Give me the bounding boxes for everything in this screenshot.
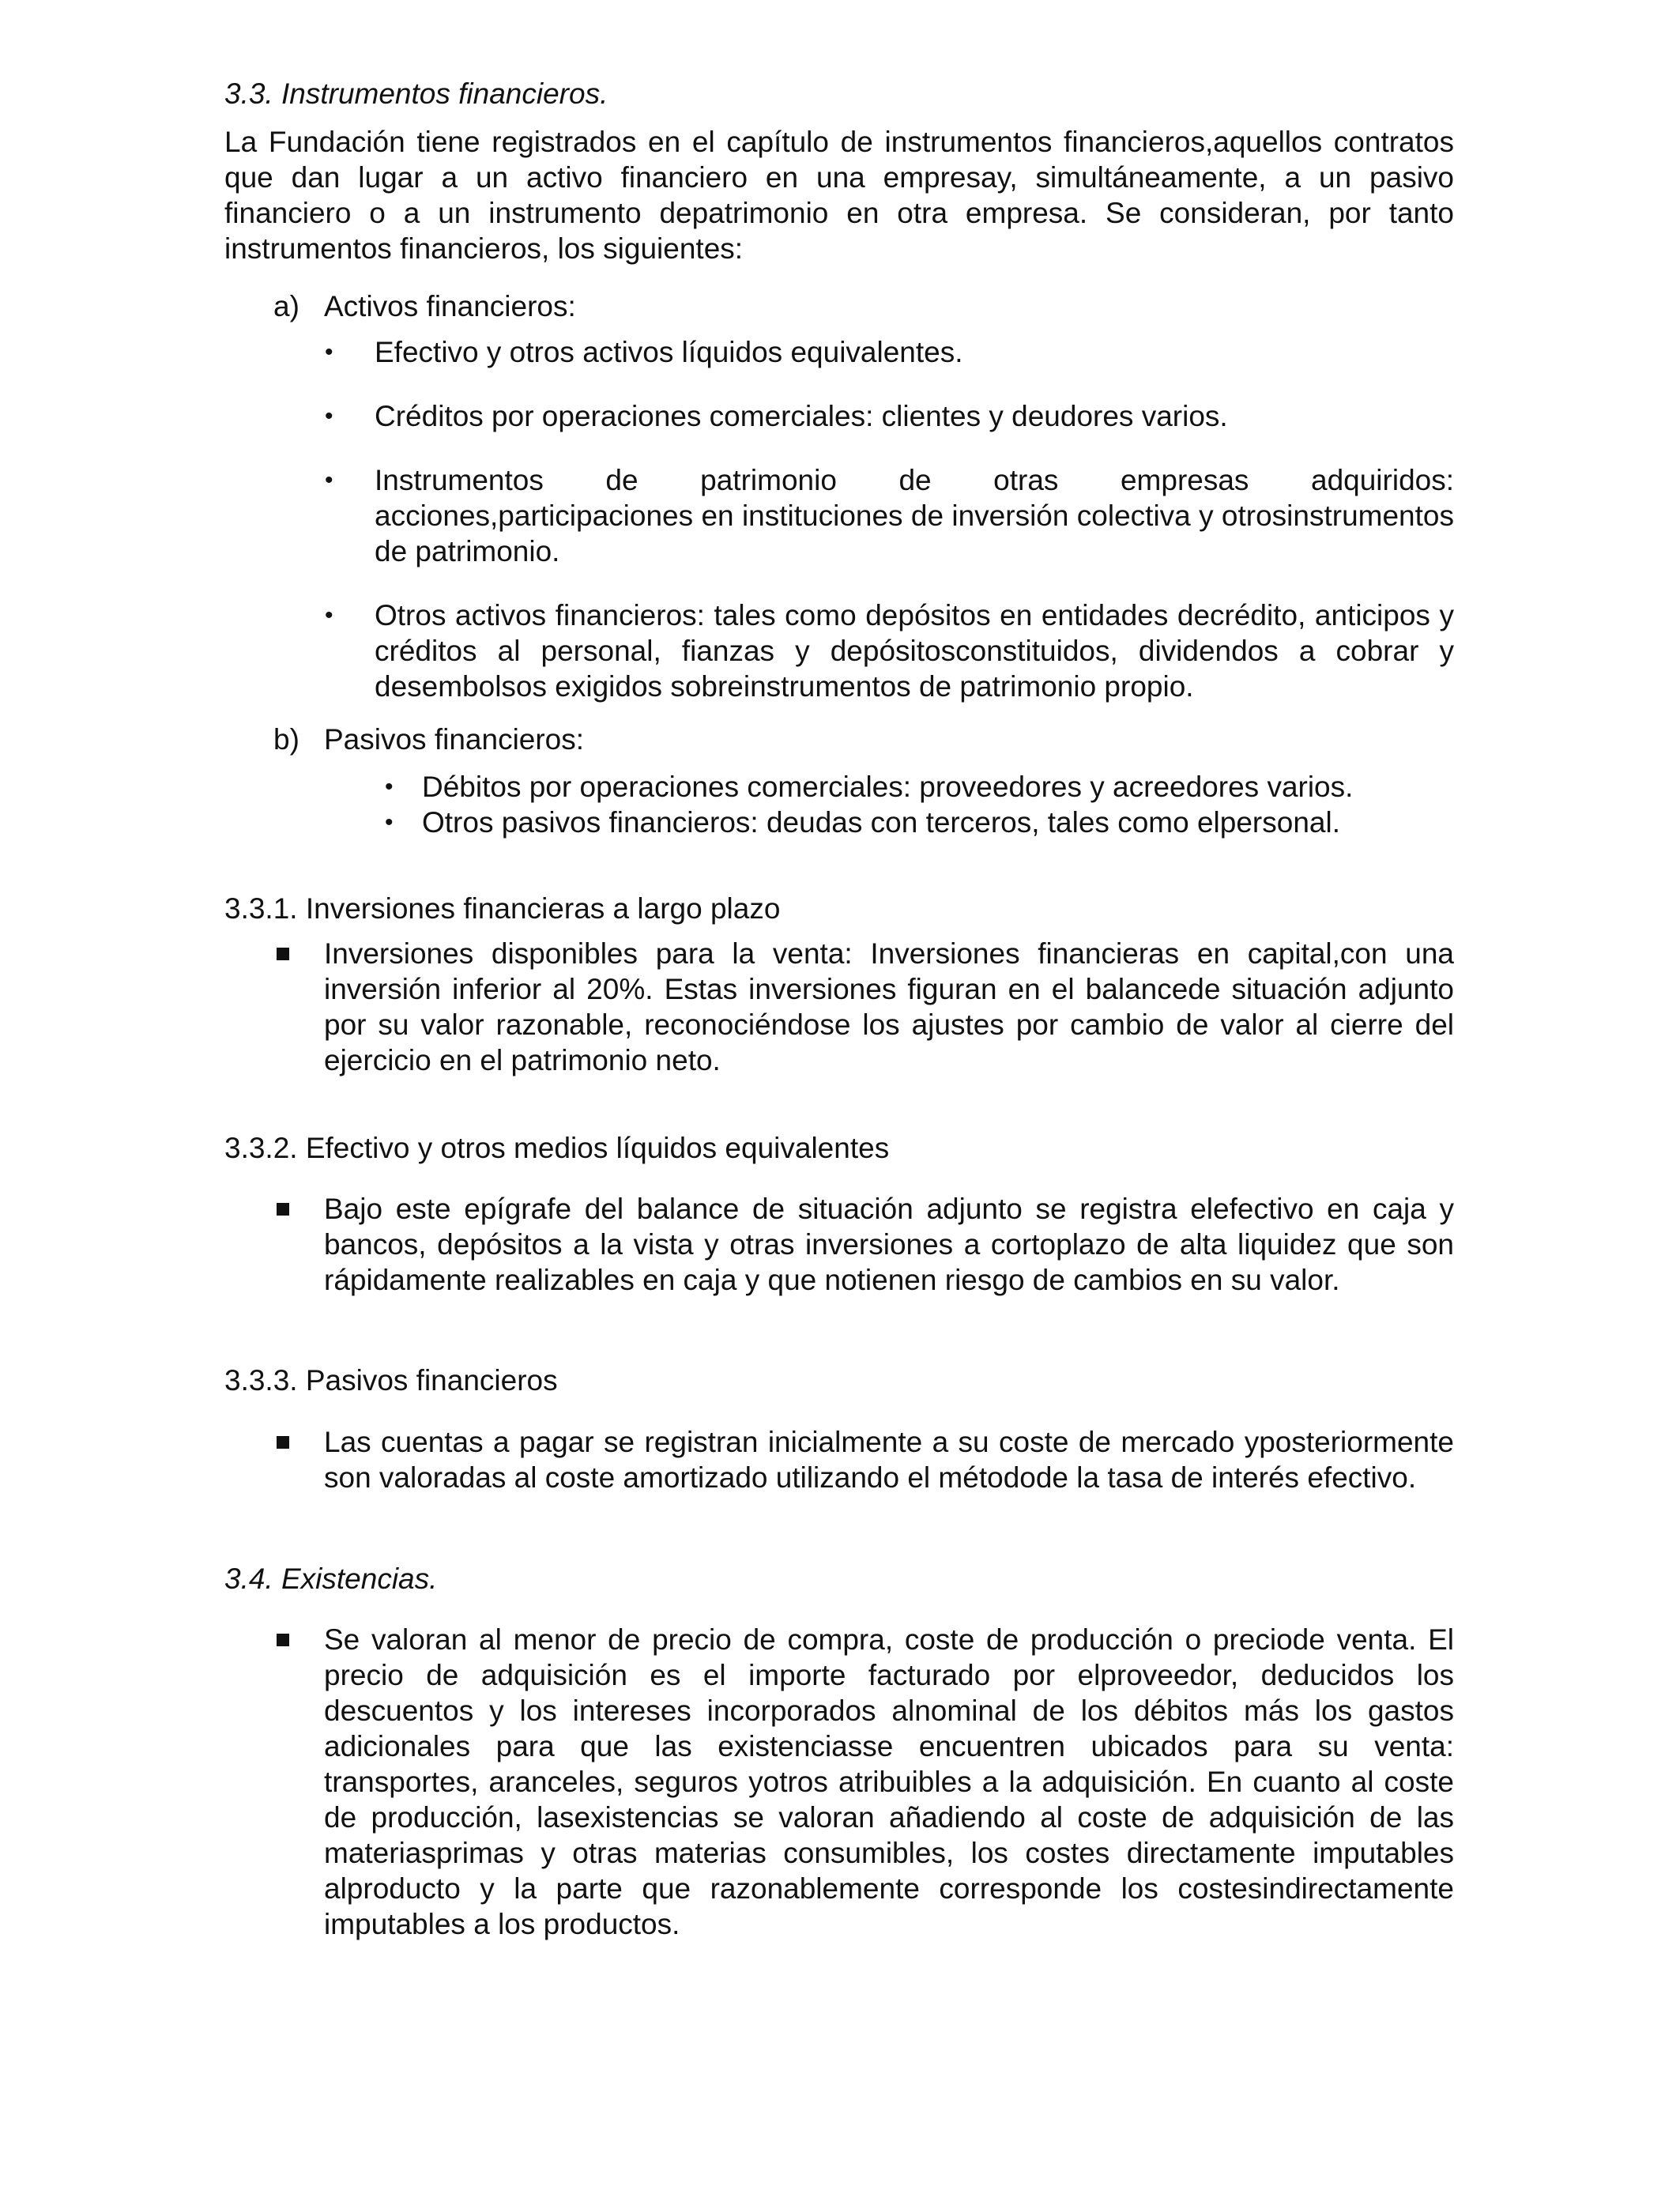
list-b-item-2: Otros pasivos financieros: deudas con terceros, tales como elpersonal. [422,806,1340,839]
bullet-icon: • [385,774,394,800]
bullet-icon: • [325,602,333,628]
list-b-marker: b) [273,723,299,756]
bullet-icon: • [325,467,333,493]
list-a-item-2: Créditos por operaciones comerciales: clientes y deudores varios. [375,400,1228,432]
list-a-item-1: Efectivo y otros activos líquidos equivalentes. [375,336,963,368]
square-bullet-icon [277,948,289,960]
section-3-4-title: 3.4. Existencias. [224,1563,438,1595]
square-bullet-icon [277,1436,289,1449]
square-bullet-icon [277,1203,289,1216]
list-item [224,398,1454,434]
section-3-3-3-text: Las cuentas a pagar se registran inicialmente a su coste de mercado yposteriormente son valoradas al coste amortizado utilizando el métodode la tasa de interés efectivo. [324,1426,1454,1494]
section-3-3-1-title: 3.3.1. Inversiones financieras a largo plazo [224,892,781,925]
section-3-3-title: 3.3. Instrumentos financieros. [224,77,608,110]
list-item [224,936,1454,1078]
list-item [224,598,1454,704]
list-a-marker: a) [273,290,299,322]
list-b-header [224,722,1454,757]
section-3-3-intro: La Fundación tiene registrados en el capítulo de instrumentos financieros,aquellos contratos que dan lugar a un activo financiero en una empresay, simultáneamente, a un pasivo financiero o a un instrumento depatrimonio en otra empresa. Se consideran, por tanto instrumentos financieros, los siguientes: [224,126,1454,265]
list-item [224,1424,1454,1495]
list-a-label: Activos financieros: [324,290,576,322]
list-item [224,1191,1454,1298]
bullet-icon: • [385,809,394,835]
square-bullet-icon [277,1634,289,1646]
list-item [224,805,1454,840]
list-item [224,1622,1454,1942]
section-3-3-3-title: 3.3.3. Pasivos financieros [224,1364,558,1397]
document-page [224,76,1454,1942]
list-item [224,334,1454,370]
section-3-3-2-text: Bajo este epígrafe del balance de situación adjunto se registra elefectivo en caja y bancos, depósitos a la vista y otras inversiones a cortoplazo de alta liquidez que son rápidamente realizables en caja y que notienen riesgo de cambios en su valor. [324,1193,1454,1296]
bullet-icon: • [325,403,333,429]
section-3-3-1-text: Inversiones disponibles para la venta: Inversiones financieras en capital,con una inversión inferior al 20%. Estas inversiones figuran en el balancede situación adjunto por su valor razonable, reconociéndose los ajustes por cambio de valor al cierre del ejercicio en el patrimonio neto. [324,937,1454,1076]
list-a-item-3: Instrumentos de patrimonio de otras empresas adquiridos: acciones,participaciones en instituciones de inversión colectiva y otrosinstrumentos de patrimonio. [375,464,1454,567]
list-a-item-4: Otros activos financieros: tales como depósitos en entidades decrédito, anticipos y créditos al personal, fianzas y depósitosconstituidos, dividendos a cobrar y desembolsos exigidos sobreinstrumentos de patrimonio propio. [375,599,1454,703]
list-item [224,462,1454,569]
list-a-header [224,288,1454,324]
bullet-icon: • [325,339,333,365]
list-b-label: Pasivos financieros: [324,723,585,756]
list-b-item-1: Débitos por operaciones comerciales: proveedores y acreedores varios. [422,771,1354,803]
section-3-3-2-title: 3.3.2. Efectivo y otros medios líquidos equivalentes [224,1132,890,1164]
list-item [224,769,1454,805]
section-3-4-text: Se valoran al menor de precio de compra, coste de producción o preciode venta. El precio de adquisición es el importe facturado por elproveedor, deducidos los descuentos y los intereses incorporados alnominal de los débitos más los gastos adicionales para que las existenciasse encuentren ubicados para su venta: transportes, aranceles, seguros yotros atribuibles a la adquisición. En cuanto al coste de producción, lasexistencias se valoran añadiendo al coste de adquisición de las materiasprimas y otras materias consumibles, los costes directamente imputables alproducto y la parte que razonablemente corresponde los costesindirectamente imputables a los productos. [324,1623,1454,1940]
